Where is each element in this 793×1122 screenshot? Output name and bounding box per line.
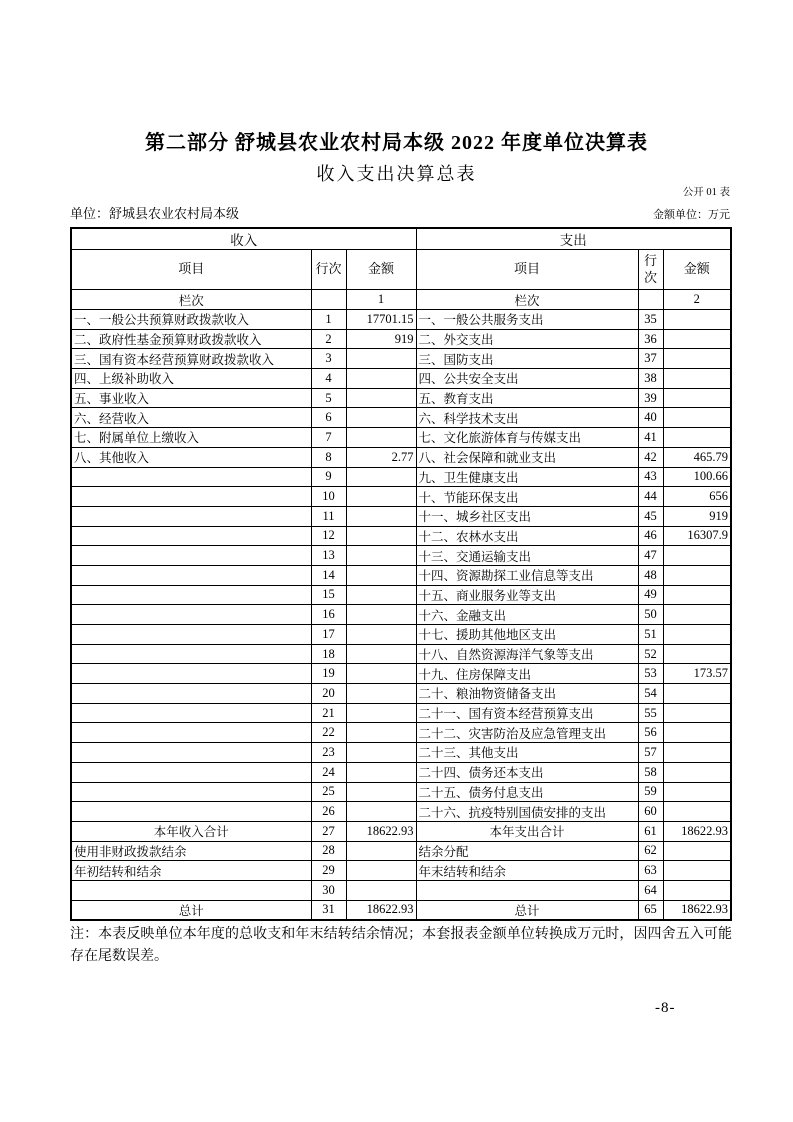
income-item-cell [71, 644, 311, 664]
expense-amount-cell [663, 644, 731, 664]
income-amount-cell: 17701.15 [346, 310, 416, 330]
income-item-cell: 年初结转和结余 [71, 861, 311, 881]
expense-amount-cell [663, 703, 731, 723]
expense-amount-cell [663, 684, 731, 704]
expense-line-cell: 64 [638, 880, 663, 900]
table-row [71, 329, 731, 349]
income-line-cell: 4 [311, 369, 346, 389]
income-item-cell [71, 762, 311, 782]
expense-line-cell: 44 [638, 487, 663, 507]
expense-item-cell: 十一、城乡社区支出 [416, 506, 638, 526]
expense-amount-cell: 465.79 [663, 447, 731, 467]
expense-line-cell: 62 [638, 841, 663, 861]
income-line-cell: 22 [311, 723, 346, 743]
table-row [71, 782, 731, 802]
income-item-cell: 八、其他收入 [71, 447, 311, 467]
income-column-label: 栏次 [71, 290, 311, 310]
expense-amount-cell [663, 546, 731, 566]
income-line-cell: 25 [311, 782, 346, 802]
income-amount-cell [346, 762, 416, 782]
table-row [71, 487, 731, 507]
expense-line-cell: 56 [638, 723, 663, 743]
income-item-cell [71, 684, 311, 704]
income-amount-cell [346, 487, 416, 507]
income-amount-cell [346, 369, 416, 389]
expense-section-header: 支出 [416, 228, 731, 250]
expense-line-cell: 49 [638, 585, 663, 605]
expense-item-cell: 总计 [416, 900, 638, 920]
income-item-cell: 六、经营收入 [71, 408, 311, 428]
income-item-cell [71, 664, 311, 684]
expense-line-cell: 51 [638, 625, 663, 645]
table-row [71, 900, 731, 920]
table-row [71, 546, 731, 566]
expense-column-number: 2 [663, 290, 731, 310]
income-line-cell: 8 [311, 447, 346, 467]
income-amount-cell: 18622.93 [346, 821, 416, 841]
income-line-cell: 15 [311, 585, 346, 605]
expense-amount-cell [663, 388, 731, 408]
column-number-row [71, 290, 731, 310]
income-amount-cell: 18622.93 [346, 900, 416, 920]
expense-item-cell: 六、科学技术支出 [416, 408, 638, 428]
table-row [71, 565, 731, 585]
income-line-header: 行次 [311, 250, 346, 290]
income-line-cell: 28 [311, 841, 346, 861]
expense-line-cell: 54 [638, 684, 663, 704]
income-amount-cell [346, 388, 416, 408]
expense-item-cell [416, 880, 638, 900]
income-item-cell [71, 802, 311, 822]
expense-line-cell: 36 [638, 329, 663, 349]
income-amount-cell [346, 782, 416, 802]
table-row [71, 585, 731, 605]
income-item-cell [71, 625, 311, 645]
expense-line-cell: 52 [638, 644, 663, 664]
expense-item-cell: 十、节能环保支出 [416, 487, 638, 507]
table-row [71, 388, 731, 408]
income-item-cell [71, 506, 311, 526]
expense-item-cell: 三、国防支出 [416, 349, 638, 369]
table-row [71, 369, 731, 389]
income-line-cell: 7 [311, 428, 346, 448]
expense-amount-cell [663, 762, 731, 782]
table-code-label: 公开 01 表 [682, 187, 730, 198]
expense-line-cell: 55 [638, 703, 663, 723]
expense-column-label: 栏次 [416, 290, 638, 310]
income-amount-cell [346, 506, 416, 526]
expense-item-cell: 十九、住房保障支出 [416, 664, 638, 684]
income-item-cell: 一、一般公共预算财政拨款收入 [71, 310, 311, 330]
expense-item-cell: 五、教育支出 [416, 388, 638, 408]
income-amount-cell [346, 664, 416, 684]
income-amount-cell [346, 526, 416, 546]
income-line-cell: 20 [311, 684, 346, 704]
expense-amount-cell [663, 625, 731, 645]
expense-item-cell: 二十一、国有资本经营预算支出 [416, 703, 638, 723]
meta-row [70, 203, 730, 222]
income-amount-cell [346, 880, 416, 900]
expense-item-cell: 本年支出合计 [416, 821, 638, 841]
table-row [71, 821, 731, 841]
expense-line-cell: 43 [638, 467, 663, 487]
income-line-cell: 5 [311, 388, 346, 408]
part-title: 第二部分 舒城县农业农村局本级 2022 年度单位决算表 [145, 132, 648, 154]
expense-item-cell: 二十三、其他支出 [416, 743, 638, 763]
income-item-header: 项目 [71, 250, 311, 290]
income-line-cell: 10 [311, 487, 346, 507]
expense-item-cell: 四、公共安全支出 [416, 369, 638, 389]
income-section-header: 收入 [71, 228, 416, 250]
income-item-cell [71, 467, 311, 487]
expense-item-cell: 二十二、灾害防治及应急管理支出 [416, 723, 638, 743]
income-amount-cell [346, 802, 416, 822]
expense-line-cell: 65 [638, 900, 663, 920]
expense-item-cell: 结余分配 [416, 841, 638, 861]
income-item-cell: 三、国有资本经营预算财政拨款收入 [71, 349, 311, 369]
income-line-cell: 14 [311, 565, 346, 585]
income-line-cell: 6 [311, 408, 346, 428]
expense-line-cell: 45 [638, 506, 663, 526]
income-item-cell [71, 565, 311, 585]
expense-amount-header: 金额 [663, 250, 731, 290]
expense-item-cell: 十六、金融支出 [416, 605, 638, 625]
table-row [71, 861, 731, 881]
income-amount-cell [346, 467, 416, 487]
table-row [71, 802, 731, 822]
table-row [71, 880, 731, 900]
table-row [71, 762, 731, 782]
income-amount-cell [346, 349, 416, 369]
income-amount-cell [346, 841, 416, 861]
income-item-cell: 四、上级补助收入 [71, 369, 311, 389]
table-row [71, 684, 731, 704]
income-item-cell: 使用非财政拨款结余 [71, 841, 311, 861]
expense-line-cell: 59 [638, 782, 663, 802]
table-row [71, 605, 731, 625]
expense-item-header: 项目 [416, 250, 638, 290]
expense-amount-cell: 173.57 [663, 664, 731, 684]
expense-line-cell: 35 [638, 310, 663, 330]
income-amount-cell [346, 703, 416, 723]
expense-line-cell: 63 [638, 861, 663, 881]
income-line-cell: 31 [311, 900, 346, 920]
expense-amount-cell: 656 [663, 487, 731, 507]
expense-item-cell: 十三、交通运输支出 [416, 546, 638, 566]
expense-line-header: 行次 [638, 250, 663, 290]
expense-amount-cell [663, 605, 731, 625]
income-amount-cell [346, 546, 416, 566]
expense-line-cell: 40 [638, 408, 663, 428]
income-amount-cell [346, 644, 416, 664]
income-item-cell: 二、政府性基金预算财政拨款收入 [71, 329, 311, 349]
income-amount-cell [346, 625, 416, 645]
income-amount-cell [346, 605, 416, 625]
expense-line-cell: 41 [638, 428, 663, 448]
expense-amount-cell [663, 329, 731, 349]
table-row [71, 506, 731, 526]
income-column-number: 1 [346, 290, 416, 310]
income-amount-cell [346, 743, 416, 763]
expense-line-cell: 58 [638, 762, 663, 782]
income-item-cell [71, 782, 311, 802]
expense-amount-cell [663, 861, 731, 881]
income-item-cell [71, 605, 311, 625]
income-amount-cell: 2.77 [346, 447, 416, 467]
expense-line-cell: 38 [638, 369, 663, 389]
income-line-cell: 9 [311, 467, 346, 487]
expense-line-cell: 46 [638, 526, 663, 546]
income-line-cell: 26 [311, 802, 346, 822]
expense-line-cell: 50 [638, 605, 663, 625]
expense-item-cell: 二十四、债务还本支出 [416, 762, 638, 782]
unit-label: 单位：舒城县农业农村局本级 [70, 206, 240, 221]
expense-item-cell: 二十五、债务付息支出 [416, 782, 638, 802]
expense-item-cell: 二十六、抗疫特别国债安排的支出 [416, 802, 638, 822]
page-number: -8- [655, 1000, 676, 1016]
income-line-cell: 30 [311, 880, 346, 900]
expense-amount-cell [663, 585, 731, 605]
income-line-cell: 23 [311, 743, 346, 763]
income-item-cell [71, 723, 311, 743]
expense-item-cell: 十七、援助其他地区支出 [416, 625, 638, 645]
table-title: 收入支出决算总表 [316, 164, 477, 184]
expense-line-cell: 48 [638, 565, 663, 585]
expense-amount-cell [663, 369, 731, 389]
table-row [71, 841, 731, 861]
table-row [71, 723, 731, 743]
income-amount-cell [346, 684, 416, 704]
expense-item-cell: 年末结转和结余 [416, 861, 638, 881]
expense-line-cell: 42 [638, 447, 663, 467]
expense-item-cell: 八、社会保障和就业支出 [416, 447, 638, 467]
expense-amount-cell [663, 782, 731, 802]
income-line-cell: 2 [311, 329, 346, 349]
expense-amount-cell [663, 723, 731, 743]
table-row [71, 349, 731, 369]
expense-item-cell: 一、一般公共服务支出 [416, 310, 638, 330]
expense-item-cell: 二、外交支出 [416, 329, 638, 349]
income-amount-cell [346, 861, 416, 881]
income-line-cell: 11 [311, 506, 346, 526]
income-amount-header: 金额 [346, 250, 416, 290]
income-item-cell [71, 880, 311, 900]
table-row [71, 743, 731, 763]
table-row [71, 310, 731, 330]
expense-item-cell: 十二、农林水支出 [416, 526, 638, 546]
income-amount-cell [346, 585, 416, 605]
expense-amount-cell [663, 349, 731, 369]
income-item-cell [71, 743, 311, 763]
expense-amount-cell [663, 408, 731, 428]
income-item-cell [71, 546, 311, 566]
income-amount-cell: 919 [346, 329, 416, 349]
income-item-cell: 总计 [71, 900, 311, 920]
section-header-row [71, 228, 731, 250]
expense-item-cell: 七、文化旅游体育与传媒支出 [416, 428, 638, 448]
income-line-cell: 17 [311, 625, 346, 645]
income-line-cell: 3 [311, 349, 346, 369]
amount-unit-label: 金额单位：万元 [653, 209, 730, 221]
expense-amount-cell [663, 428, 731, 448]
income-line-cell: 19 [311, 664, 346, 684]
table-row [71, 447, 731, 467]
expense-item-cell: 十五、商业服务业等支出 [416, 585, 638, 605]
expense-item-cell: 二十、粮油物资储备支出 [416, 684, 638, 704]
expense-line-cell: 61 [638, 821, 663, 841]
table-row [71, 625, 731, 645]
table-row [71, 644, 731, 664]
expense-line-cell: 60 [638, 802, 663, 822]
income-amount-cell [346, 565, 416, 585]
income-line-cell: 27 [311, 821, 346, 841]
table-row [71, 664, 731, 684]
expense-amount-cell [663, 880, 731, 900]
expense-amount-cell: 18622.93 [663, 821, 731, 841]
income-amount-cell [346, 408, 416, 428]
income-amount-cell [346, 723, 416, 743]
expense-amount-cell: 919 [663, 506, 731, 526]
income-item-cell: 本年收入合计 [71, 821, 311, 841]
income-line-cell: 21 [311, 703, 346, 723]
income-expenditure-table [70, 227, 732, 921]
income-line-blank [311, 290, 346, 310]
income-line-cell: 12 [311, 526, 346, 546]
expense-line-cell: 57 [638, 743, 663, 763]
income-item-cell [71, 703, 311, 723]
income-item-cell [71, 585, 311, 605]
expense-line-cell: 53 [638, 664, 663, 684]
expense-amount-cell [663, 310, 731, 330]
column-header-row [71, 250, 731, 290]
income-item-cell [71, 487, 311, 507]
expense-amount-cell [663, 743, 731, 763]
income-line-cell: 13 [311, 546, 346, 566]
expense-amount-cell [663, 565, 731, 585]
table-row [71, 467, 731, 487]
expense-amount-cell [663, 802, 731, 822]
footnote: 注：本表反映单位本年度的总收支和年末结转结余情况；本套报表金额单位转换成万元时，因四舍五入可能存在尾数误差。 [70, 927, 732, 964]
table-body [71, 310, 731, 920]
expense-amount-cell: 100.66 [663, 467, 731, 487]
table-row [71, 703, 731, 723]
income-line-cell: 18 [311, 644, 346, 664]
expense-item-cell: 十四、资源勘探工业信息等支出 [416, 565, 638, 585]
income-line-cell: 24 [311, 762, 346, 782]
income-item-cell [71, 526, 311, 546]
expense-line-cell: 39 [638, 388, 663, 408]
expense-line-cell: 47 [638, 546, 663, 566]
expense-item-cell: 十八、自然资源海洋气象等支出 [416, 644, 638, 664]
expense-line-cell: 37 [638, 349, 663, 369]
expense-amount-cell: 16307.9 [663, 526, 731, 546]
table-row [71, 428, 731, 448]
income-line-cell: 1 [311, 310, 346, 330]
income-item-cell: 五、事业收入 [71, 388, 311, 408]
expense-item-cell: 九、卫生健康支出 [416, 467, 638, 487]
income-line-cell: 16 [311, 605, 346, 625]
expense-line-blank [638, 290, 663, 310]
expense-amount-cell [663, 841, 731, 861]
table-row [71, 408, 731, 428]
income-amount-cell [346, 428, 416, 448]
income-line-cell: 29 [311, 861, 346, 881]
expense-amount-cell: 18622.93 [663, 900, 731, 920]
table-row [71, 526, 731, 546]
income-item-cell: 七、附属单位上缴收入 [71, 428, 311, 448]
